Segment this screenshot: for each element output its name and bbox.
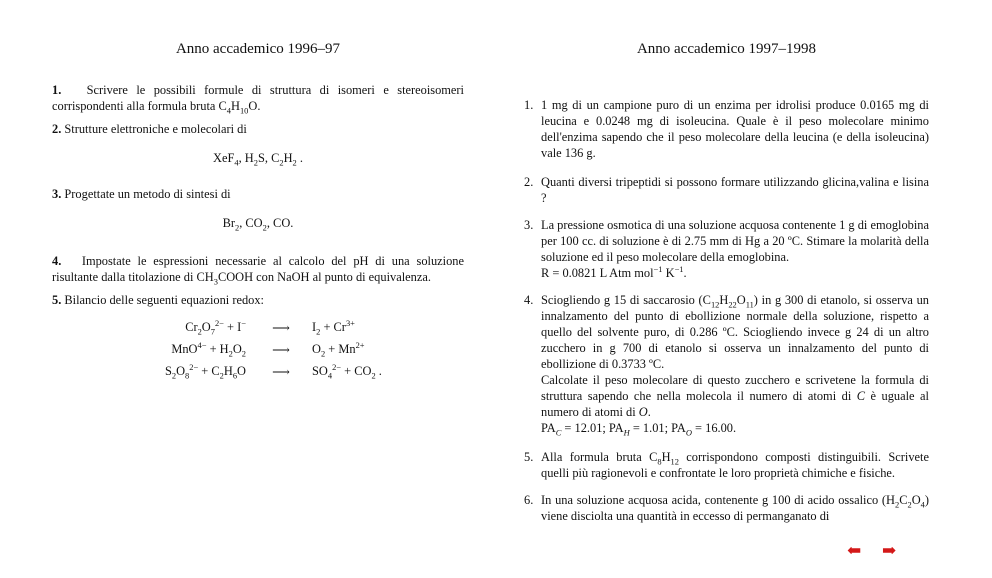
exercise-4-text — [541, 292, 929, 436]
redox-equation-3 — [52, 361, 464, 382]
exercise-4-number: 4. — [524, 293, 534, 307]
question-2-species: XeF$_4$, $H_2S$, $C_2H_2$ . — [213, 151, 303, 168]
question-1-number: 1. — [52, 83, 62, 97]
question-2-number: 2. — [52, 122, 62, 136]
question-4-text: Impostate le espressioni necessarie al calcolo del pH di una soluzione risultante dalla titolazione di $CH_3COOH$ con NaOH al punto di equivalenza. — [52, 254, 465, 287]
redox-equation-1 — [52, 317, 464, 338]
exercise-3-constant: R = 0.0821 L Atm mol$^{-1}$ $K^{-1}$. — [541, 263, 687, 280]
question-3-text: Progettate un metodo di sintesi di — [64, 187, 231, 201]
right-column-title: Anno accademico 1997–1998 — [636, 41, 817, 57]
exercise-6-number: 6. — [524, 493, 534, 507]
redox-1-products: $I_2 + Cr^{3+}$ — [312, 317, 355, 337]
redox-equation-2 — [52, 339, 464, 360]
exercise-2-number: 2. — [524, 175, 534, 189]
exercise-3-body: La pressione osmotica di una soluzione acquosa contenente 1 g di emoglobina per 100 cc. di soluzione è di 2.75 mm di Hg a 20 ºC. Stimare la molarità della soluzione ed il peso molecolare della emoglobina. — [541, 218, 929, 264]
exercise-6 — [524, 492, 929, 524]
exercise-1-number: 1. — [524, 98, 534, 112]
exercise-5 — [524, 449, 929, 481]
exercise-4 — [524, 292, 929, 436]
exercise-3 — [524, 217, 929, 281]
question-4 — [52, 253, 464, 285]
previous-page-arrow-icon[interactable]: ⬅ — [847, 541, 862, 560]
redox-3-products: $SO_4^{2-} + CO_2$ . — [312, 361, 382, 381]
redox-2-arrow: ⟶ — [272, 343, 290, 357]
exercise-3-text — [541, 217, 929, 281]
question-3-species: $Br_2$, $CO_2$, CO. — [222, 216, 294, 233]
question-1-text: Scrivere le possibili formule di struttura di isomeri e stereoisomeri corrispondenti alla formula bruta $C_4H_{10}O$. — [52, 83, 465, 116]
exercise-4-atomic-weights: $PA_C = 12.01$; $PA_H = 1.01$; $PA_O = 16.00$. — [541, 421, 737, 438]
question-2-text: Strutture elettroniche e molecolari di — [64, 122, 247, 136]
redox-3-arrow: ⟶ — [272, 365, 290, 379]
question-2 — [52, 121, 464, 137]
question-4-number: 4. — [52, 254, 62, 268]
question-3 — [52, 186, 464, 202]
exercise-6-text: In una soluzione acquosa acida, contenente g 100 di acido ossalico $(H_2C_2O_4)$ viene disciolta una quantità in eccesso di permanganato di — [541, 493, 929, 523]
left-column-title: Anno accademico 1996–97 — [175, 41, 341, 57]
redox-1-reactants: $Cr_2O_7^{2-} + I^-$ — [185, 317, 246, 337]
exercise-5-number: 5. — [524, 450, 534, 464]
question-3-number: 3. — [52, 187, 62, 201]
redox-3-reactants: $S_2O_8^{2-} + C_2H_6O$ — [164, 361, 246, 381]
question-5-number: 5. — [52, 293, 62, 307]
exercise-3-number: 3. — [524, 218, 534, 232]
exercise-2-text: Quanti diversi tripeptidi si possono formare utilizzando glicina,valina e lisina ? — [541, 175, 929, 205]
next-page-arrow-icon[interactable]: ➡ — [882, 541, 897, 560]
exercise-1 — [524, 97, 929, 161]
question-5 — [52, 292, 464, 308]
redox-2-products: $O_2 + Mn^{2+}$ — [312, 339, 365, 359]
question-1 — [52, 82, 464, 114]
exercise-5-text: Alla formula bruta $C_8H_{12}$ corrispondono composti distinguibili. Scrivete quelli più ragionevoli e confrontate le loro proprietà chimiche e fisiche. — [541, 450, 929, 480]
exercise-1-text: 1 mg di un campione puro di un enzima per idrolisi produce 0.0165 mg di leucina e 0.0248 mg di isoleucina. Quale è il peso molecolare minimo dell'enzima sapendo che il peso molecolare della leucina (e della isoleucina) vale 136 g. — [541, 98, 929, 160]
exercise-4-body: Sciogliendo g 15 di saccarosio $(C_{12}H_{22}O_{11})$ in g 300 di etanolo, si osserva un innalzamento del punto di ebollizione normale della soluzione, rispetto a quello del solvente puro, di 0.286 ºC. Sciogliendo invece g 24 di un altro zucchero in g 700 di etanolo si osserva un innalzamento del punto di ebollizione di 0.3733 ºC. — [541, 293, 929, 371]
exercise-4-question: Calcolate il peso molecolare di questo zucchero e scrivetene la formula di struttura sapendo che nella molecola il numero di atomi di C è uguale al numero di atomi di O. — [541, 373, 929, 419]
exercise-2 — [524, 174, 929, 206]
redox-1-arrow: ⟶ — [272, 321, 290, 335]
redox-2-reactants: $MnO^{4-} + H_2O_2$ — [171, 339, 246, 359]
question-5-text: Bilancio delle seguenti equazioni redox: — [64, 293, 264, 307]
